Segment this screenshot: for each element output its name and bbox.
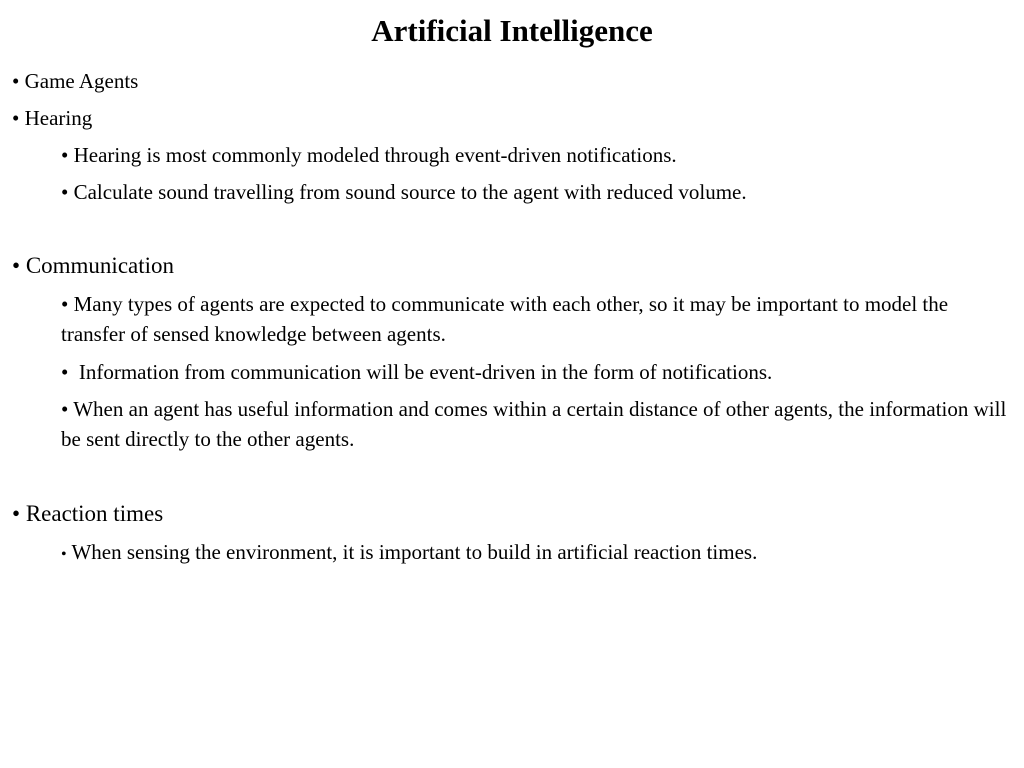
bullet-item-communication bbox=[12, 251, 174, 281]
bullet-item-reaction-times bbox=[12, 499, 163, 529]
bullet-text: Information from communication will be event-driven in the form of notifications. bbox=[73, 360, 773, 384]
bullet-item-hearing bbox=[12, 103, 92, 133]
bullet-marker: • bbox=[12, 69, 20, 93]
bullet-marker: • bbox=[12, 106, 20, 130]
bullet-marker: • bbox=[61, 292, 69, 316]
sub-bullet-sound-travel bbox=[61, 177, 747, 207]
bullet-item-game-agents bbox=[12, 66, 138, 96]
bullet-marker: • bbox=[61, 143, 69, 167]
sub-bullet-reaction-times bbox=[61, 537, 757, 570]
bullet-text: Game Agents bbox=[24, 69, 139, 93]
bullet-text: When an agent has useful information and comes within a certain distance of other agents, the information will be sent directly to the other agents. bbox=[61, 397, 1007, 451]
sub-bullet-communication-events bbox=[61, 357, 772, 387]
bullet-text: Hearing is most commonly modeled through event-driven notifications. bbox=[73, 143, 677, 167]
bullet-text: When sensing the environment, it is important to build in artificial reaction times. bbox=[71, 540, 758, 564]
bullet-text: Reaction times bbox=[25, 501, 164, 526]
bullet-text: Communication bbox=[25, 253, 175, 278]
bullet-marker: • bbox=[61, 397, 69, 421]
sub-bullet-information-sharing bbox=[61, 394, 1016, 454]
bullet-text: Hearing bbox=[24, 106, 93, 130]
sub-bullet-agents-communicate bbox=[61, 289, 1016, 349]
bullet-text: Many types of agents are expected to communicate with each other, so it may be important to model the transfer of sensed knowledge between agents. bbox=[61, 292, 949, 346]
slide-title: Artificial Intelligence bbox=[371, 13, 653, 48]
bullet-marker: • bbox=[61, 546, 67, 563]
sub-bullet-hearing-notifications bbox=[61, 140, 677, 170]
bullet-marker: • bbox=[61, 180, 69, 204]
bullet-marker: • bbox=[12, 253, 21, 278]
bullet-marker: • bbox=[12, 501, 21, 526]
bullet-text: Calculate sound travelling from sound source to the agent with reduced volume. bbox=[73, 180, 747, 204]
bullet-marker: • bbox=[61, 360, 69, 384]
